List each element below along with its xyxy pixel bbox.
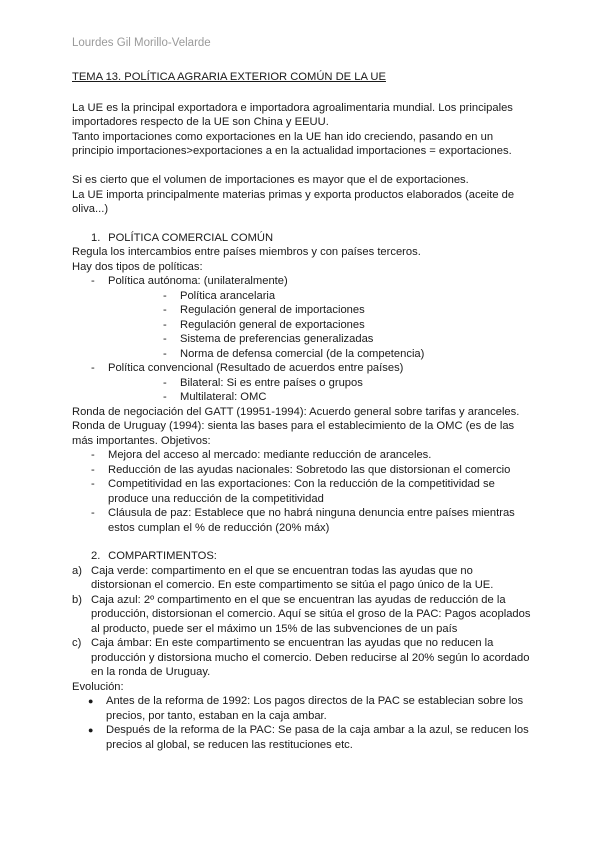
list-item: ● Antes de la reforma de 1992: Los pagos directos de la PAC se establecian sobre los precios, por tanto, estaban en la caja ambar. [88, 695, 524, 722]
section-heading-2 [72, 549, 532, 564]
list-item: - Cláusula de paz: Establece que no habrá ninguna denuncia entre países mientras estos cumplan el % de reducción (20% máx) [72, 506, 532, 535]
intro-paragraph: Tanto importaciones como exportaciones en la UE han ido creciendo, pasando en un principio importaciones>exportaciones a en la actualidad importaciones = exportaciones. [72, 130, 512, 157]
document-body [72, 70, 532, 752]
sublist [108, 289, 532, 362]
paragraph: Hay dos tipos de políticas: [72, 260, 203, 273]
section-number: 1. [91, 231, 101, 244]
section-title: COMPARTIMENTOS: [108, 550, 217, 562]
section-heading-1 [72, 231, 532, 246]
list-item: - Reducción de las ayudas nacionales: Sobretodo las que distorsionan el comercio [72, 463, 532, 478]
list-item: - Política autónoma: (unilateralmente) - Política arancelaria - Regulación general de importaciones - Regulación general de exportaciones - Sistema de preferencias generalizadas - Norma de defensa comercial (de la competencia) [72, 274, 532, 361]
list-item: - Política arancelaria [108, 289, 532, 304]
section-number: 2. [91, 550, 101, 562]
intro-paragraph: La UE es la principal exportadora e importadora agroalimentaria mundial. Los principales importadores respecto de la UE son China y EEUU. [72, 101, 513, 128]
paragraph: Ronda de negociación del GATT (19951-1994): Acuerdo general sobre tarifas y aranceles. [72, 405, 520, 418]
list-item: - Bilateral: Si es entre países o grupos [108, 376, 532, 391]
paragraph: Evolución: [72, 680, 124, 693]
list-item: - Competitividad en las exportaciones: Con la reducción de la competitividad se produce una reducción de la competitividad [72, 477, 532, 506]
section-title: POLÍTICA COMERCIAL COMÚN [108, 231, 274, 244]
list-item: c) Caja ámbar: En este compartimento se encuentran las ayudas que no reducen la producción y distorsiona mucho el comercio. Deben reducirse al 20% según lo acordado en la ronda de Uruguay. [72, 637, 530, 678]
sublist [108, 376, 532, 405]
list-item: - Multilateral: OMC [108, 390, 532, 405]
author-header: Lourdes Gil Morillo-Velarde [72, 37, 211, 49]
list-item: a) Caja verde: compartimento en el que se encuentran todas las ayudas que no distorsionan el comercio. En este compartimento se sitúa el pago único de la UE. [72, 564, 494, 591]
intro-paragraph: Si es cierto que el volumen de importaciones es mayor que el de exportaciones. [72, 174, 469, 186]
evolution-list [72, 694, 532, 752]
page-title: TEMA 13. POLÍTICA AGRARIA EXTERIOR COMÚN DE LA UE [72, 71, 386, 83]
list-item: - Regulación general de exportaciones [108, 318, 532, 333]
policy-list [72, 274, 532, 405]
list-item: b) Caja azul: 2º compartimento en el que se encuentran las ayudas de reducción de la producción, distorsionan el comercio. Aquí se sitúa el groso de la PAC: Pagos acoplados al producto, puede ser el máximo un 15% de las subvenciones de un país [72, 593, 531, 635]
paragraph: Ronda de Uruguay (1994): sienta las bases para el establecimiento de la OMC (es de las más importantes. Objetivos: [72, 420, 515, 447]
list-item: - Regulación general de importaciones [108, 303, 532, 318]
list-item: - Mejora del acceso al mercado: mediante reducción de aranceles. [72, 448, 532, 463]
objectives-list [72, 448, 532, 535]
list-item: - Norma de defensa comercial (de la competencia) [108, 347, 532, 362]
list-item: - Sistema de preferencias generalizadas [108, 332, 532, 347]
list-item: - Política convencional (Resultado de acuerdos entre países) - Bilateral: Si es entre países o grupos - Multilateral: OMC [72, 361, 532, 405]
intro-paragraph: La UE importa principalmente materias primas y exporta productos elaborados (aceite de oliva...) [72, 188, 515, 215]
paragraph: Regula los intercambios entre países miembros y con países terceros. [72, 246, 421, 258]
boxes-list [72, 564, 532, 680]
list-item: ● Después de la reforma de la PAC: Se pasa de la caja ambar a la azul, se reducen los precios al global, se reducen las restituciones etc. [88, 724, 529, 751]
